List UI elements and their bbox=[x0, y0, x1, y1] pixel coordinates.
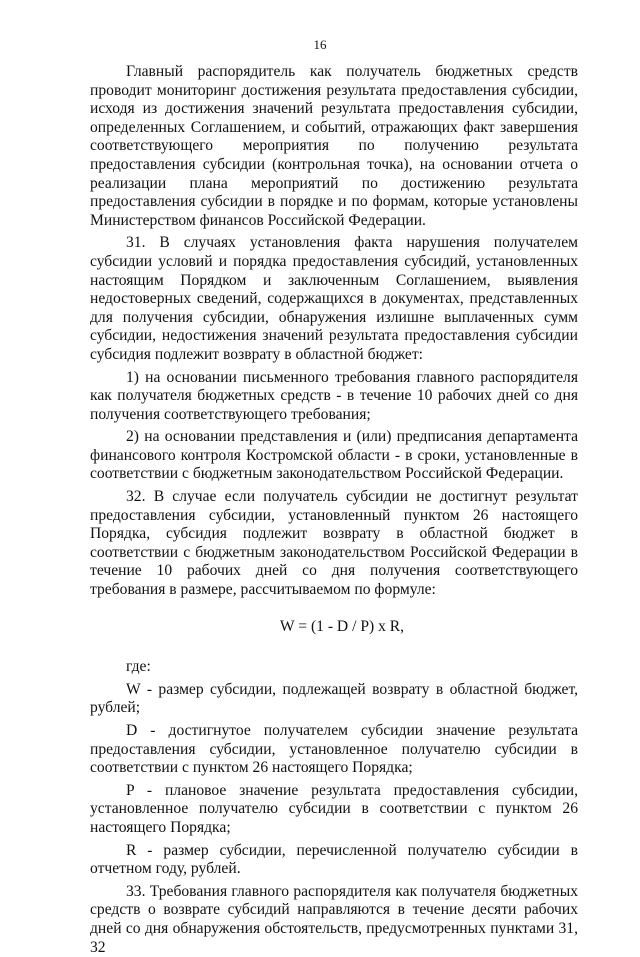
paragraph-32: 32. В случае если получатель субсидии не достигнут результат предоставления субсидии, установленный пунктом 26 настоящего Порядка, субсидия подлежит возврату в областной бюджет в соответствии с бюджетным законодательством Российской Федерации в течение 10 рабочих дней со дня получения соответствующего требования в размере, рассчитываемом по формуле: bbox=[90, 488, 578, 599]
where-label: где: bbox=[126, 658, 151, 676]
definition-w: W - размер субсидии, подлежащей возврату в областной бюджет, рублей; bbox=[90, 680, 578, 717]
definition-p: P - плановое значение результата предоставления субсидии, установленное получателю субсидии в соответствии с пунктом 26 настоящего Порядка; bbox=[90, 781, 578, 836]
page-number: 16 bbox=[313, 37, 327, 52]
document-body bbox=[90, 63, 578, 957]
paragraph-31: 31. В случаях установления факта нарушения получателем субсидии условий и порядка предоставления субсидий, установленных настоящим Порядком и заключенным Соглашением, выявления недостоверных сведений, содержащихся в документах, представленных для получения субсидии, обнаружения излишне выплаченных сумм субсидии, недостижения значений результата предоставления субсидии субсидия подлежит возврату в областной бюджет: bbox=[90, 234, 578, 363]
paragraph-31-item-2: 2) на основании представления и (или) предписания департамента финансового контроля Костромской области - в сроки, установленные в соответствии с бюджетным законодательством Российской Федерации. bbox=[90, 428, 578, 483]
formula: W = (1 - D / P) x R, bbox=[279, 617, 405, 635]
definition-d: D - достигнутое получателем субсидии значение результата предоставления субсидии, установленное получателю субсидии в соответствии с пунктом 26 настоящего Порядка; bbox=[90, 722, 578, 777]
paragraph-31-item-1: 1) на основании письменного требования главного распорядителя как получателя бюджетных средств - в течение 10 рабочих дней со дня получения соответствующего требования; bbox=[90, 368, 578, 423]
paragraph-monitoring: Главный распорядитель как получатель бюджетных средств проводит мониторинг достижения результата предоставления субсидии, исходя из достижения значений результата предоставления субсидии, определенных Соглашением, и событий, отражающих факт завершения соответствующего мероприятия по получению результата предоставления субсидии (контрольная точка), на основании отчета о реализации плана мероприятий по достижению результата предоставления субсидии в порядке и по формам, которые установлены Министерством финансов Российской Федерации. bbox=[90, 63, 578, 229]
definition-r: R - размер субсидии, перечисленной получателю субсидии в отчетном году, рублей. bbox=[90, 841, 578, 878]
paragraph-33: 33. Требования главного распорядителя как получателя бюджетных средств о возврате субсидий направляются в течение десяти рабочих дней со дня обнаружения обстоятельств, предусмотренных пунктами 31, 32 bbox=[90, 882, 578, 956]
